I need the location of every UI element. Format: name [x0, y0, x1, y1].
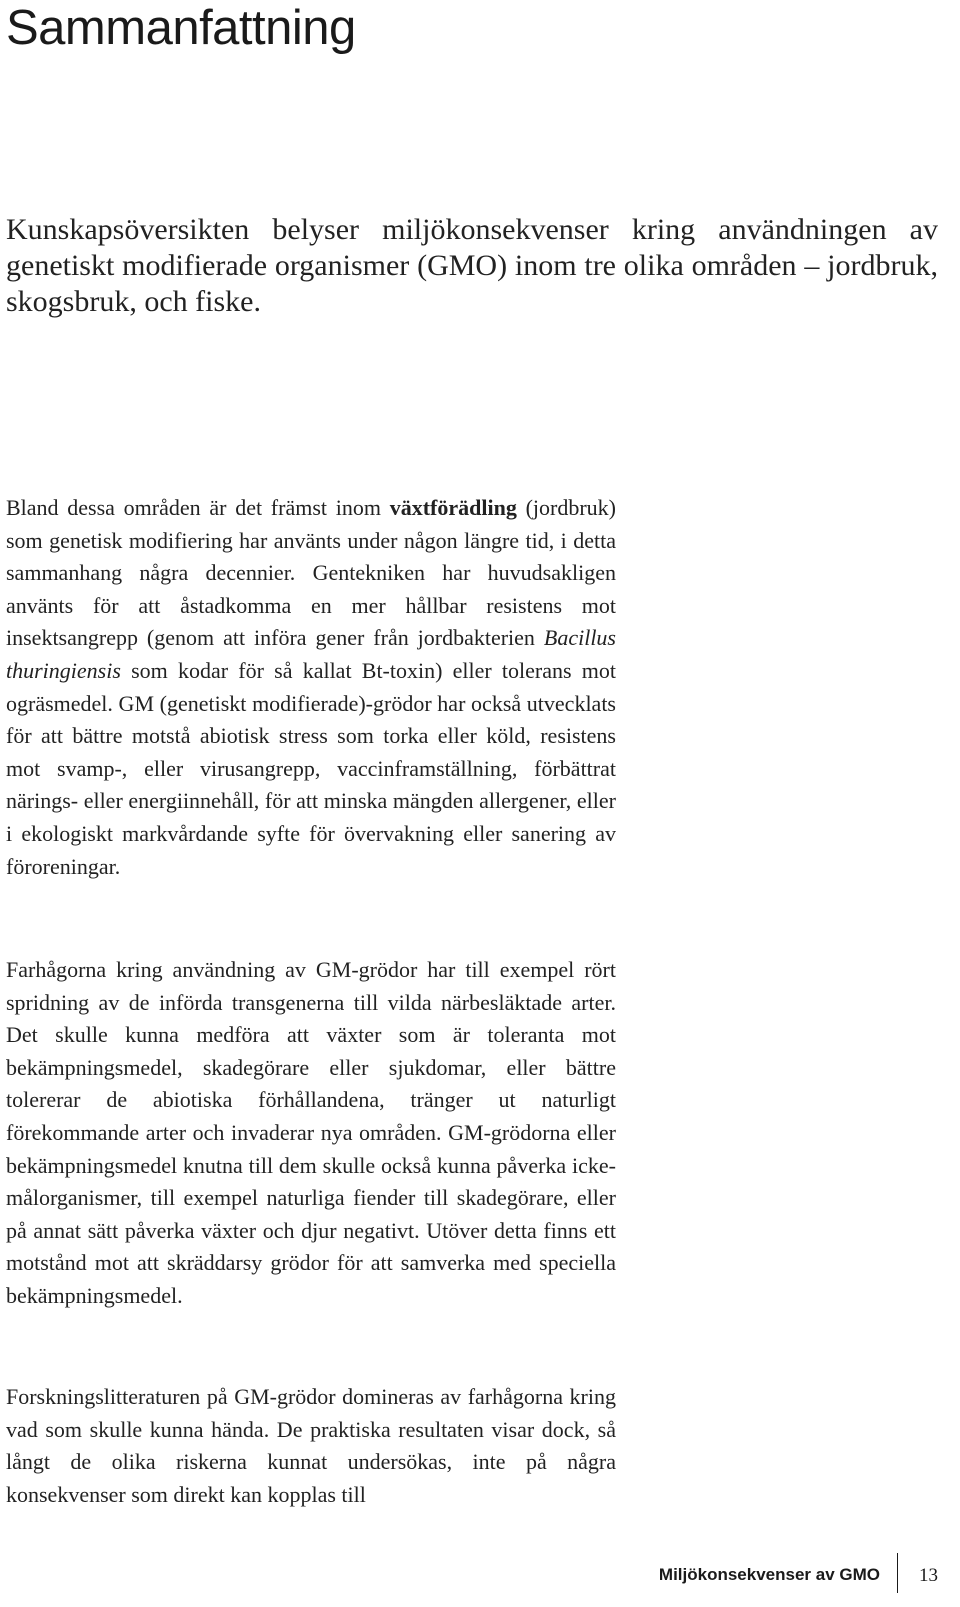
- page-number: 13: [919, 1565, 938, 1586]
- p1-text-end: som kodar för så kallat Bt-toxin) eller tolerans mot ogräsmedel. GM (genetiskt modifierade)-grödor har också utvecklats för att bättre motstå abiotisk stress som torka eller köld, resistens mot svamp-, eller virusangrepp, vaccinframställning, förbättrat närings- eller energiinnehåll, för att minska mängden allergener, eller i ekologiskt markvårdande syfte för övervakning eller sanering av föroreningar.: [6, 657, 616, 879]
- footer-divider: [897, 1553, 899, 1593]
- p1-text-middle: (jordbruk) som genetisk modifiering har använts under någon längre tid, i detta sammanhang några decennier. Gentekniken har huvudsakligen använts för att åstadkomma en mer hållbar resistens mot insektsangrepp (genom att införa gener från jordbakterien: [6, 495, 616, 651]
- body-paragraph-2: Farhågorna kring användning av GM-grödor har till exempel rört spridning av de införda transgenerna till vilda närbesläktade arter. Det skulle kunna medföra att växter som är toleranta mot bekämpningsmedel, skadegörare eller sjukdomar, eller bättre tolererar de abiotiska förhållandena, tränger ut naturligt förekommande arter och invaderar nya områden. GM-grödorna eller bekämpningsmedel knutna till dem skulle också kunna påverka icke-målorganismer, till exempel naturliga fiender till skadegörare, eller på annat sätt påverka växter och djur negativt. Utöver detta finns ett motstånd mot att skräddarsy grödor för att samverka med speciella bekämpningsmedel.: [6, 957, 616, 1308]
- intro-paragraph: Kunskapsöversikten belyser miljökonsekvenser kring användningen av genetiskt modifierade organismer (GMO) inom tre olika områden – jordbruk, skogsbruk, och fiske.: [6, 213, 938, 318]
- footer-title: Miljökonsekvenser av GMO: [658, 1565, 880, 1584]
- body-paragraph-3: Forskningslitteraturen på GM-grödor domineras av farhågorna kring vad som skulle kunna hända. De praktiska resultaten visar dock, så långt de olika riskerna kunnat undersökas, inte på några konsekvenser som direkt kan kopplas till: [6, 1384, 616, 1507]
- p1-text-start: Bland dessa områden är det främst inom: [6, 495, 390, 520]
- body-paragraph-1: [6, 492, 616, 883]
- page-footer: [660, 1553, 960, 1593]
- p1-bold-term: växtförädling: [389, 495, 517, 520]
- page-heading: Sammanfattning: [6, 1, 356, 55]
- p1-italic-species: Bacillus thuringiensis: [6, 625, 616, 683]
